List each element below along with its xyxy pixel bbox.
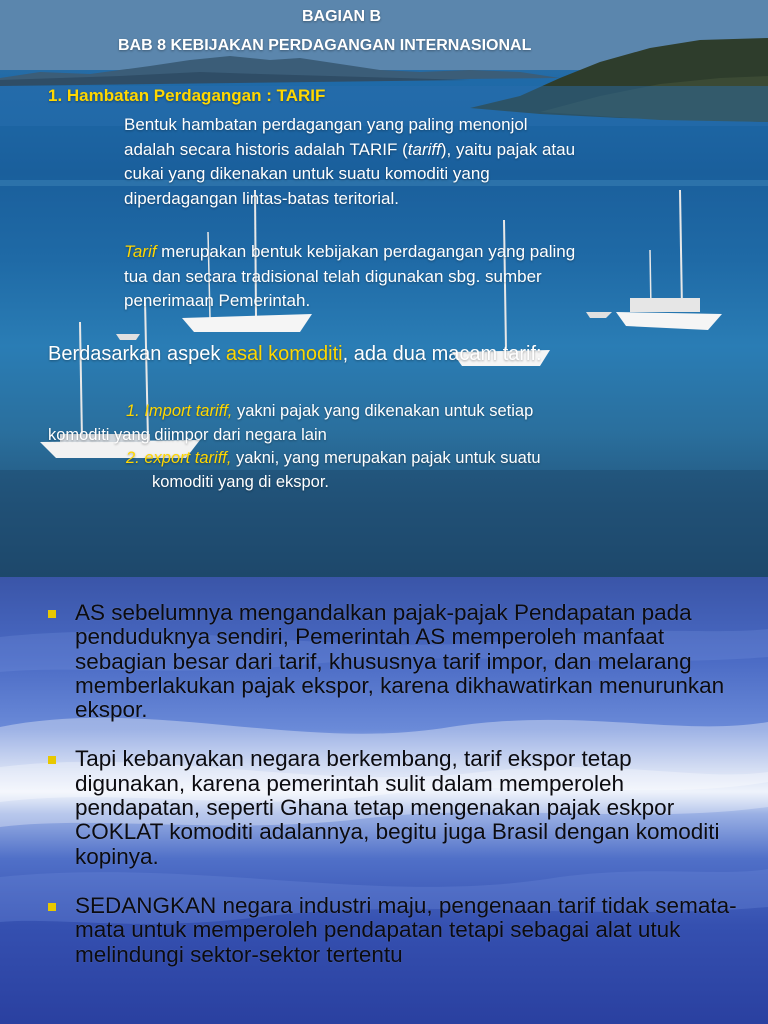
bullet-item: Tapi kebanyakan negara berkembang, tarif ekspor tetap digunakan, karena pemerintah sulit dalam memperoleh pendapatan, seperti Ghana tetap mengenakan pajak eskpor COKLAT komoditi adalannya, begitu juga Brasil dengan komoditi kopinya. bbox=[46, 747, 746, 868]
slide-2 bbox=[0, 577, 768, 1024]
list-item-export: 2. export tariff, yakni, yang merupakan pajak untuk suatu bbox=[126, 449, 541, 467]
highlight-asal-komoditi: asal komoditi bbox=[225, 343, 343, 365]
chapter-title: BAB 8 KEBIJAKAN PERDAGANGAN INTERNASIONAL bbox=[118, 37, 532, 54]
tariff-types-list: 1. Import tariff, yakni pajak yang dikenakan untuk setiap komoditi yang diimpor dari negara lain 2. export tariff, yakni, yang merupakan pajak untuk suatu komoditi yang di ekspor. bbox=[48, 400, 738, 494]
section-title: BAGIAN B bbox=[302, 8, 382, 25]
list-item-import: 1. Import tariff, yakni pajak yang dikenakan untuk setiap bbox=[126, 402, 534, 420]
paragraph-tarif-definition: Bentuk hambatan perdagangan yang paling menonjol adalah secara historis adalah TARIF (tariff), yaitu pajak atau cukai yang dikenakan untuk suatu komoditi yang diperdagangan lintas-batas teritorial. bbox=[124, 115, 576, 208]
bullet-list bbox=[46, 601, 746, 992]
bullet-item: SEDANGKAN negara industri maju, pengenaan tarif tidak semata-mata untuk memperoleh pendapatan tetapi sebagai alat utuk melindungi sektor-sektor tertentu bbox=[46, 894, 746, 967]
bullet-item: AS sebelumnya mengandalkan pajak-pajak Pendapatan pada penduduknya sendiri, Pemerintah AS memperoleh manfaat sebagian besar dari tarif, khususnya tarif impor, dan melarang memberlakukan pajak ekspor, karena dikhawatirkan menurunkan ekspor. bbox=[46, 601, 746, 722]
aspect-statement: Berdasarkan aspek asal komoditi, ada dua macam tarif: bbox=[48, 343, 542, 365]
section-heading: 1. Hambatan Perdagangan : TARIF bbox=[48, 86, 326, 105]
bullet-square-icon bbox=[48, 903, 56, 911]
paragraph-tarif-history: Tarif merupakan bentuk kebijakan perdagangan yang paling tua dan secara tradisional telah digunakan sbg. sumber penerimaan Pemerintah. bbox=[124, 242, 576, 310]
tarif-term: Tarif bbox=[124, 242, 157, 261]
bullet-square-icon bbox=[48, 610, 56, 618]
bullet-square-icon bbox=[48, 756, 56, 764]
